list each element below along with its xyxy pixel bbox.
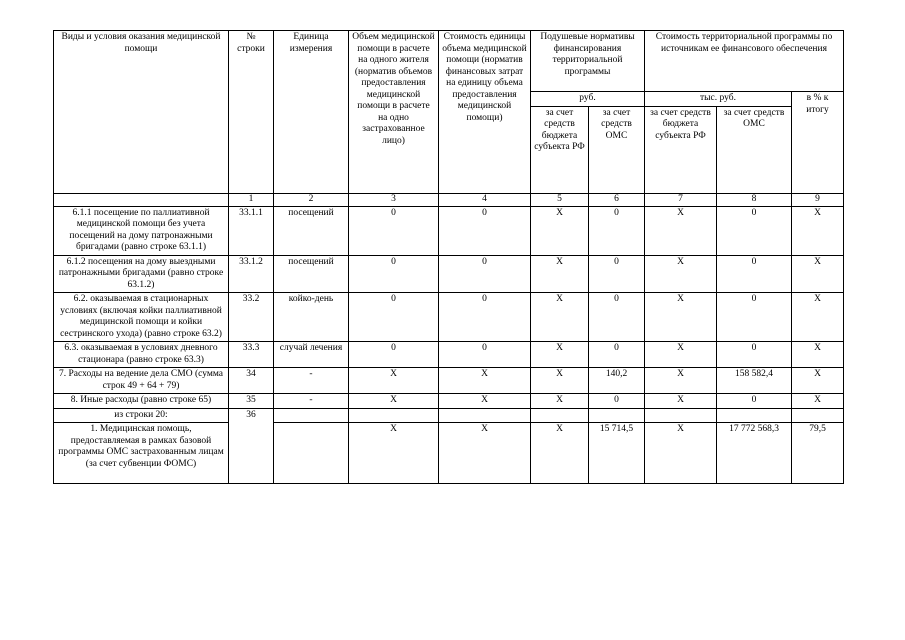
row-name: 7. Расходы на ведение дела СМО (сумма строк 49 + 64 + 79)	[54, 368, 229, 394]
row-cost: 0	[439, 342, 531, 368]
row-unit: -	[274, 394, 349, 409]
row-cost-budget: Х	[645, 293, 717, 342]
row-percent: Х	[792, 293, 844, 342]
row-cost-budget: Х	[645, 423, 717, 484]
empty-cell	[717, 408, 792, 423]
table-row	[54, 408, 844, 423]
row-percent: Х	[792, 255, 844, 293]
row-name: 6.3. оказываемая в условиях дневного стационара (равно строке 63.3)	[54, 342, 229, 368]
column-number	[54, 193, 229, 206]
header-types: Виды и условия оказания медицинской помощи	[54, 31, 229, 194]
row-number: 36	[229, 408, 274, 484]
row-percent: 79,5	[792, 423, 844, 484]
row-norm-oms: 0	[589, 255, 645, 293]
empty-cell	[349, 408, 439, 423]
column-number: 2	[274, 193, 349, 206]
row-cost-budget: Х	[645, 206, 717, 255]
row-cost-budget: Х	[645, 255, 717, 293]
row-norm-oms: 15 714,5	[589, 423, 645, 484]
row-norm-oms: 0	[589, 206, 645, 255]
row-prefix: из строки 20:	[54, 408, 229, 423]
row-volume: 0	[349, 206, 439, 255]
row-volume: Х	[349, 394, 439, 409]
row-unit	[274, 408, 349, 423]
row-cost-oms: 17 772 568,3	[717, 423, 792, 484]
row-norm-budget: Х	[531, 423, 589, 484]
header-unit: Единица измерения	[274, 31, 349, 194]
empty-cell	[589, 408, 645, 423]
header-unit-rub: руб.	[531, 92, 645, 107]
row-cost-budget: Х	[645, 394, 717, 409]
row-unit: -	[274, 368, 349, 394]
row-cost: 0	[439, 255, 531, 293]
row-number: 34	[229, 368, 274, 394]
financing-table	[53, 30, 844, 484]
row-cost-oms: 158 582,4	[717, 368, 792, 394]
row-percent: Х	[792, 368, 844, 394]
header-cost-budget: за счет средств бюджета субъекта РФ	[645, 106, 717, 193]
row-number: 33.1.1	[229, 206, 274, 255]
row-cost-budget: Х	[645, 368, 717, 394]
row-norm-oms: 140,2	[589, 368, 645, 394]
row-name: 6.1.2 посещения на дому выездными патронажными бригадами (равно строке 63.1.2)	[54, 255, 229, 293]
header-group-norms: Подушевые нормативы финансирования территориальной программы	[531, 31, 645, 92]
row-cost: 0	[439, 293, 531, 342]
column-number: 4	[439, 193, 531, 206]
column-number: 7	[645, 193, 717, 206]
column-number: 9	[792, 193, 844, 206]
row-number: 33.3	[229, 342, 274, 368]
row-norm-budget: Х	[531, 255, 589, 293]
row-volume: Х	[349, 423, 439, 484]
row-norm-budget: Х	[531, 368, 589, 394]
row-name: 8. Иные расходы (равно строке 65)	[54, 394, 229, 409]
table-row	[54, 342, 844, 368]
row-percent: Х	[792, 206, 844, 255]
header-volume: Объем медицинской помощи в расчете на одного жителя (норматив объемов предоставления медицинской помощи в расчете на одно застрахованное лицо)	[349, 31, 439, 194]
row-unit: койко-день	[274, 293, 349, 342]
row-cost: Х	[439, 368, 531, 394]
row-percent: Х	[792, 342, 844, 368]
column-numbers-row	[54, 193, 844, 206]
row-cost-oms: 0	[717, 255, 792, 293]
table-row	[54, 206, 844, 255]
row-volume: Х	[349, 368, 439, 394]
column-number: 1	[229, 193, 274, 206]
header-row-no: № строки	[229, 31, 274, 194]
empty-cell	[645, 408, 717, 423]
header-cost: Стоимость единицы объема медицинской помощи (норматив финансовых затрат на единицу объема предоставления медицинской помощи)	[439, 31, 531, 194]
header-group-cost: Стоимость территориальной программы по источникам ее финансового обеспечения	[645, 31, 844, 92]
row-norm-budget: Х	[531, 206, 589, 255]
table-row	[54, 293, 844, 342]
row-cost-budget: Х	[645, 342, 717, 368]
column-number: 6	[589, 193, 645, 206]
row-cost: Х	[439, 394, 531, 409]
column-number: 3	[349, 193, 439, 206]
table-row	[54, 423, 844, 484]
header-percent: в % к итогу	[792, 92, 844, 194]
empty-cell	[792, 408, 844, 423]
empty-cell	[531, 408, 589, 423]
row-norm-budget: Х	[531, 394, 589, 409]
row-cost-oms: 0	[717, 206, 792, 255]
empty-cell	[274, 423, 349, 484]
header-norm-oms: за счет средств ОМС	[589, 106, 645, 193]
empty-cell	[439, 408, 531, 423]
table-row	[54, 394, 844, 409]
row-name: 6.1.1 посещение по паллиативной медицинской помощи без учета посещений на дому патронажными бригадами (равно строке 63.1.1)	[54, 206, 229, 255]
table-row	[54, 368, 844, 394]
header-cost-oms: за счет средств ОМС	[717, 106, 792, 193]
row-unit: посещений	[274, 255, 349, 293]
row-volume: 0	[349, 293, 439, 342]
row-norm-budget: Х	[531, 342, 589, 368]
row-unit: случай лечения	[274, 342, 349, 368]
row-name: 1. Медицинская помощь, предоставляемая в рамках базовой программы ОМС застрахованным лицам (за счет субвенции ФОМС)	[54, 423, 229, 484]
row-number: 33.2	[229, 293, 274, 342]
row-number: 33.1.2	[229, 255, 274, 293]
column-number: 8	[717, 193, 792, 206]
row-name: 6.2. оказываемая в стационарных условиях (включая койки паллиативной медицинской помощи и койки сестринского ухода) (равно строке 63.2)	[54, 293, 229, 342]
row-volume: 0	[349, 342, 439, 368]
row-norm-oms: 0	[589, 342, 645, 368]
row-cost: 0	[439, 206, 531, 255]
column-number: 5	[531, 193, 589, 206]
table-row	[54, 255, 844, 293]
row-unit: посещений	[274, 206, 349, 255]
row-cost-oms: 0	[717, 342, 792, 368]
row-cost-oms: 0	[717, 293, 792, 342]
row-norm-oms: 0	[589, 293, 645, 342]
row-norm-budget: Х	[531, 293, 589, 342]
row-norm-oms: 0	[589, 394, 645, 409]
row-number: 35	[229, 394, 274, 409]
row-cost: Х	[439, 423, 531, 484]
row-cost-oms: 0	[717, 394, 792, 409]
header-unit-thousand-rub: тыс. руб.	[645, 92, 792, 107]
header-norm-budget: за счет средств бюджета субъекта РФ	[531, 106, 589, 193]
row-percent: Х	[792, 394, 844, 409]
row-volume: 0	[349, 255, 439, 293]
